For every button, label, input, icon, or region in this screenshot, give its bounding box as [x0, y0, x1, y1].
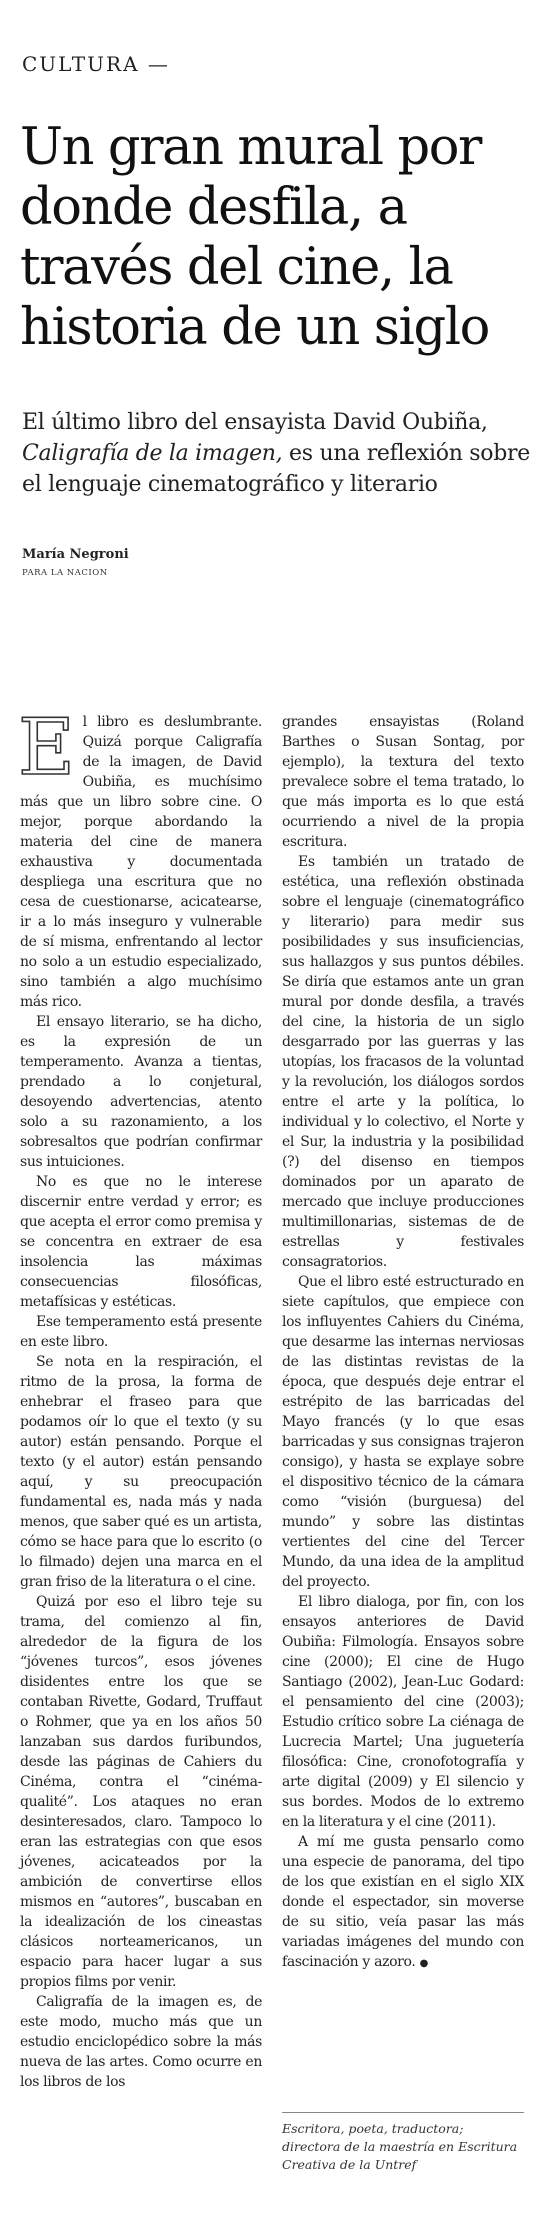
- paragraph: No es que no le interese discernir entre verdad y error; es que acepta el error como premisa y se concentra en extraer de esa insolencia las máximas consecuencias filosóficas, metafísicas y estéticas.: [20, 1174, 262, 1310]
- paragraph: Quizá por eso el libro teje su trama, del comienzo al fin, alrededor de la figura de los “jóvenes turcos”, esos jóvenes disidentes entre los que se contaban Rivette, Godard, Truffaut o Rohmer, que ya en los años 50 lanzaban sus dardos furibundos, desde las páginas de Cahiers du Cinéma, contra el “cinéma-qualité”. Los ataques no eran desinteresados, claro. Tampoco lo eran las estrategias con que esos jóvenes, acicateados por la ambición de convertirse ellos mismos en “autores”, buscaban en la idealización de los cineastas clásicos norteamericanos, un espacio para hacer lugar a sus propios films por venir.: [20, 1594, 262, 1990]
- headline: Un gran mural por donde desfila, a través del cine, la historia de un siglo: [20, 118, 489, 357]
- paragraph: El ensayo literario, se ha dicho, es la expresión de un temperamento. Avanza a tientas, prendado a lo conjetural, desoyendo advertencias, atento solo a su razonamiento, a los sobresaltos que podrían confirmar sus intuiciones.: [20, 1014, 262, 1170]
- paragraph: Que el libro esté estructurado en siete capítulos, que empiece con los influyentes Cahiers du Cinéma, que desarme las internas nerviosas de las distintas revistas de la época, que después deje entrar el estrépito de las barricadas del Mayo francés (y lo que esas barricadas y sus consignas trajeron consigo), y hasta se explaye sobre el dispositivo técnico de la cámara como “visión (burguesa) del mundo” y sobre las distintas vertientes del cine del Tercer Mundo, da una idea de la amplitud del proyecto.: [282, 1274, 524, 1590]
- body-column-2: [282, 712, 524, 1974]
- body-column-1: [18, 703, 262, 2092]
- paragraph: [282, 1832, 524, 1974]
- credit-divider: [282, 2112, 524, 2113]
- paragraph: Ese temperamento está presente en este libro.: [20, 1314, 262, 1350]
- author-credit: Escritora, poeta, traductora; directora de la maestría en Escritura Creativa de la Untref: [282, 2121, 518, 2172]
- dropcap: E: [18, 703, 75, 793]
- paragraph: Caligrafía de la imagen es, de este modo, mucho más que un estudio enciclopédico sobre la más nueva de las artes. Como ocurre en los libros de los: [20, 1994, 262, 2090]
- author-name: María Negroni: [22, 547, 129, 562]
- byline: [22, 547, 129, 578]
- paragraph-text: A mí me gusta pensarlo como una especie de panorama, del tipo de los que existían en el siglo XIX donde el espectador, sin moverse de su sitio, veía pasar las más variadas imágenes del mundo con fascinación y azoro.: [282, 1834, 524, 1970]
- deck-text-after: es una reflexión sobre el lenguaje cinematográfico y literario: [22, 441, 530, 497]
- paragraph-text: l libro es deslumbrante. Quizá porque Caligrafía de la imagen, de David Oubiña, es muchísimo más que un libro sobre cine. O mejor, porque abordando la materia del cine de manera exhaustiva y documentada despliega una escritura que no cesa de cuestionarse, acicatearse, ir a lo más inseguro y vulnerable de sí misma, enfrentando al lector no solo a un estudio especializado, sino también a algo muchísimo más rico.: [20, 714, 262, 1010]
- end-mark-icon: ●: [419, 1958, 428, 1969]
- deck: [22, 407, 532, 500]
- paragraph: Se nota en la respiración, el ritmo de la prosa, la forma de enhebrar el fraseo para que podamos oír lo que el texto (y su autor) están pensando. Porque el texto (y el autor) están pensando aquí, y su preocupación fundamental es, nada más y nada menos, que saber qué es un artista, cómo se hace para que lo escrito (o lo filmado) dejen una marca en el gran friso de la literatura o el cine.: [20, 1354, 262, 1590]
- outlet-name: PARA LA NACION: [22, 568, 108, 578]
- paragraph: El libro dialoga, por fin, con los ensayos anteriores de David Oubiña: Filmología. Ensayos sobre cine (2000); El cine de Hugo Santiago (2002), Jean-Luc Godard: el pensamiento del cine (2003); Estudio crítico sobre La ciénaga de Lucrecia Martel; Una juguetería filosófica: Cine, cronofotografía y arte digital (2009) y El silencio y sus bordes. Modos de lo extremo en la literatura y el cine (2011).: [282, 1594, 524, 1830]
- paragraph: grandes ensayistas (Roland Barthes o Susan Sontag, por ejemplo), la textura del texto prevalece sobre el tema tratado, lo que más importa es lo que está ocurriendo a nivel de la propia escritura.: [282, 714, 524, 850]
- deck-text-before: El último libro del ensayista David Oubiña,: [22, 410, 488, 435]
- section-label: CULTURA —: [22, 52, 170, 76]
- paragraph: [18, 703, 262, 1012]
- deck-book-title: Caligrafía de la imagen,: [22, 441, 283, 466]
- paragraph: Es también un tratado de estética, una reflexión obstinada sobre el lenguaje (cinematográfico y literario) para medir sus posibilidades y sus insuficiencias, sus hallazgos y sus puntos débiles. Se diría que estamos ante un gran mural por donde desfila, a través del cine, la historia de un siglo desgarrado por las guerras y las utopías, los fracasos de la voluntad y la revolución, los diálogos sordos entre el arte y la política, lo individual y lo colectivo, el Norte y el Sur, la industria y la posibilidad (?) del disenso en tiempos dominados por un aparato de mercado que incluye producciones multimillonarias, sistemas de de estrellas y festivales consagratorios.: [282, 854, 524, 1270]
